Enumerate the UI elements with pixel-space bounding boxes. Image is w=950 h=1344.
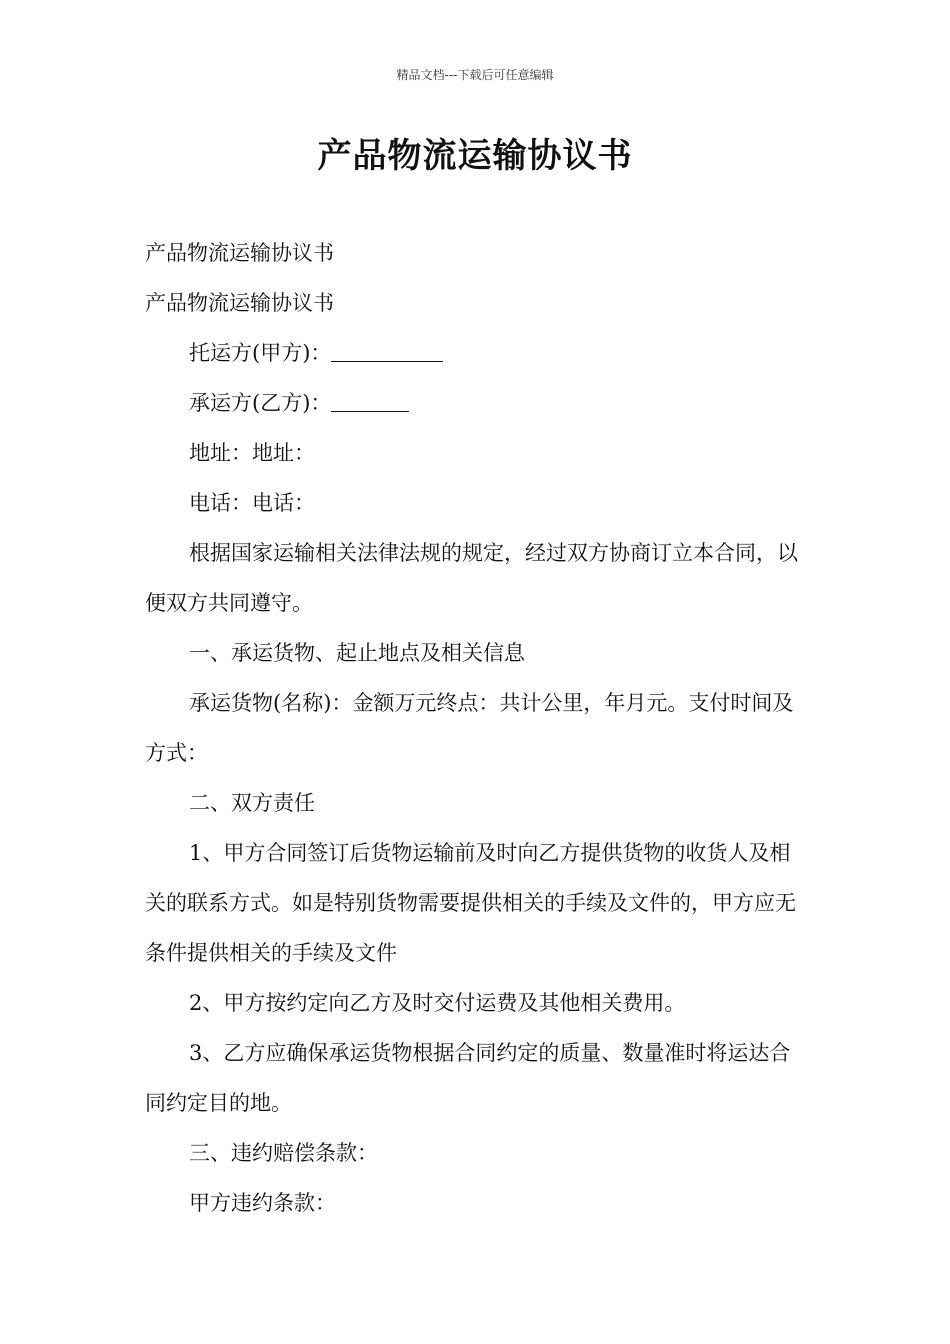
section-heading-1: 一、承运货物、起止地点及相关信息	[189, 641, 525, 665]
paragraph-clause-2: 2、甲方按约定向乙方及时交付运费及其他相关费用。	[189, 991, 686, 1015]
paragraph-goods: 承运货物(名称)：金额万元终点：共计公里，年月元。支付时间及方式：	[145, 691, 794, 765]
paragraph-preamble: 根据国家运输相关法律法规的规定，经过双方协商订立本合同，以便双方共同遵守。	[145, 541, 798, 615]
section-heading-2: 二、双方责任	[189, 791, 315, 815]
paragraph-carrier	[145, 378, 810, 428]
paragraph-address: 地址：地址：	[189, 441, 315, 465]
document-title: 产品物流运输协议书	[317, 136, 633, 176]
page-header: 精品文档---下载后可任意编辑	[396, 68, 554, 82]
paragraph-clause-3: 3、乙方应确保承运货物根据合同约定的质量、数量准时将运达合同约定目的地。	[145, 1041, 791, 1115]
paragraph-subtitle-2: 产品物流运输协议书	[145, 291, 334, 315]
shipper-label: 托运方(甲方)：	[189, 341, 332, 365]
paragraph-clause-1: 1、甲方合同签订后货物运输前及时向乙方提供货物的收货人及相关的联系方式。如是特别货物需要提供相关的手续及文件的，甲方应无条件提供相关的手续及文件	[145, 841, 796, 965]
shipper-blank-line	[331, 360, 443, 362]
carrier-blank-line	[331, 410, 409, 412]
section-heading-3: 三、违约赔偿条款：	[189, 1141, 378, 1165]
paragraph-party-a-breach: 甲方违约条款：	[189, 1191, 336, 1215]
paragraph-subtitle-1: 产品物流运输协议书	[145, 241, 334, 265]
document-body	[145, 228, 810, 1228]
carrier-label: 承运方(乙方)：	[189, 391, 332, 415]
paragraph-shipper	[145, 328, 810, 378]
paragraph-phone: 电话：电话：	[189, 491, 315, 515]
